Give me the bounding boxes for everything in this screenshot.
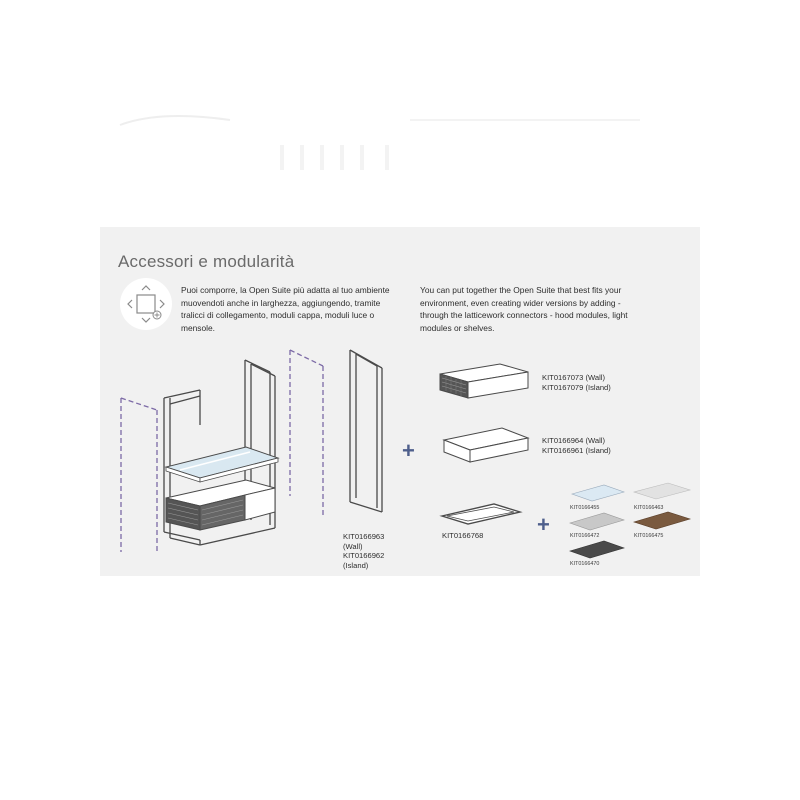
code-frame-island: KIT0166962 xyxy=(343,551,385,561)
code-tray-frame: KIT0166768 xyxy=(442,531,484,540)
code-shelf-wood: KIT0166475 xyxy=(634,533,664,539)
code-frame-wall-type: (Wall) xyxy=(343,541,363,551)
code-shelf-glass-white: KIT0166463 xyxy=(634,505,664,511)
left-dashed-panel xyxy=(121,398,157,552)
code-frame-island-type: (Island) xyxy=(343,560,369,570)
plus-sign-main: + xyxy=(402,438,415,463)
light-module-accessory xyxy=(444,428,528,462)
hood-module xyxy=(166,480,275,530)
code-light-wall: KIT0166964 (Wall) xyxy=(542,436,606,445)
code-shelf-glass-clear: KIT0166455 xyxy=(570,505,600,511)
code-hood-module xyxy=(542,373,611,392)
code-light-island: KIT0166961 (Island) xyxy=(542,445,611,455)
code-frame-wall: KIT0166963 xyxy=(343,532,385,541)
hood-module-accessory xyxy=(440,364,528,398)
code-shelf-dark: KIT0166470 xyxy=(570,561,600,567)
code-light-module xyxy=(542,436,611,455)
glass-shelf xyxy=(166,447,278,482)
shelf-samples xyxy=(570,483,690,558)
section-title: Accessori e modularità xyxy=(118,252,295,272)
description-italian: Puoi comporre, la Open Suite più adatta al tuo ambiente muovendoti anche in larghezza, aggiungendo, tramite tralicci di collegamento, moduli cappa, moduli luce o mensole. xyxy=(181,285,390,333)
description-english: You can put together the Open Suite that best fits your environment, even creating wider versions by adding - through the latticework connectors - hood modules, light modules or shelves. xyxy=(420,285,628,333)
connector-frame xyxy=(350,350,382,512)
code-shelf-stone-grey: KIT0166472 xyxy=(570,533,600,539)
plus-sign-shelves: + xyxy=(537,512,550,537)
right-dashed-panel xyxy=(290,350,323,518)
code-frame xyxy=(343,532,384,570)
code-hood-island: KIT0167079 (Island) xyxy=(542,382,611,392)
code-hood-wall: KIT0167073 (Wall) xyxy=(542,373,606,382)
tray-frame-accessory xyxy=(442,504,520,524)
